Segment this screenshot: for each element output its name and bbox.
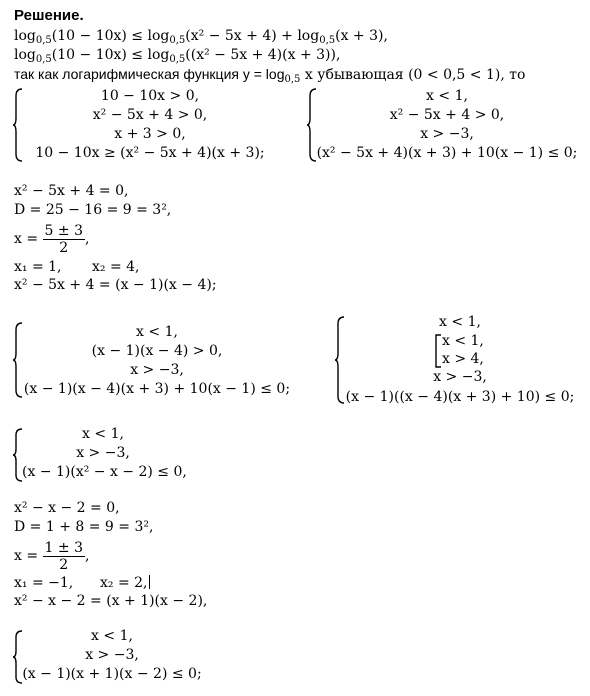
system-3-line-2: (x − 1)(x − 4) > 0, [91, 343, 223, 359]
inequality-line-2: $\log_{0,5}(10 - 10x) \le \log_{0,5}((x^2 - 5x + 4)(x + 3))$, [14, 47, 341, 65]
roots-formula-2-suffix: , [84, 548, 90, 564]
system-brace [12, 88, 24, 162]
system-5-line-1: x < 1, [82, 426, 124, 442]
roots-formula-2 [14, 539, 89, 573]
roots-formula-1-prefix: x = [14, 231, 39, 247]
root-x1-a: x₁ = 1, [14, 259, 62, 275]
system-4-line-3: x > −3, [433, 369, 487, 385]
system-6-line-2: x > −3, [85, 647, 139, 663]
system-4-line-4: (x − 1)((x − 4)(x + 3) + 10) ≤ 0; [345, 389, 575, 405]
root-x2-a: x₂ = 4, [92, 259, 140, 275]
system-6-line-1: x < 1, [91, 628, 133, 644]
factorization-1: x² − 5x + 4 = (x − 1)(x − 4); [14, 277, 217, 293]
system-1-line-1: 10 − 10x > 0, [100, 88, 200, 104]
inequality-line-1: $\log_{0,5}(10 - 10x) \le \log_{0,5}(x^2 - 5x + 4) + \log_{0,5}(x + 3)$, [14, 28, 388, 46]
system-2-line-4: (x² − 5x + 4)(x + 3) + 10(x − 1) ≤ 0; [316, 145, 578, 161]
text-cursor [149, 575, 150, 589]
system-3-line-4: (x − 1)(x − 4)(x + 3) + 10(x − 1) ≤ 0; [23, 381, 291, 397]
quadratic-equation-1: x² − 5x + 4 = 0, [14, 183, 129, 199]
system-2-line-3: x > −3, [420, 126, 474, 142]
system-1-line-4: 10 − 10x ≥ (x² − 5x + 4)(x + 3); [35, 145, 265, 161]
solution-heading: Решение. [14, 7, 84, 24]
system-2-line-2: x² − 5x + 4 > 0, [389, 107, 505, 123]
system-1-line-2: x² − 5x + 4 > 0, [92, 107, 208, 123]
union-bracket [434, 334, 442, 368]
root-x2-b: x₂ = 2, [100, 575, 148, 591]
discriminant-1: D = 25 − 16 = 9 = 3², [14, 202, 172, 218]
system-5-line-2: x > −3, [76, 445, 130, 461]
system-1-line-3: x + 3 > 0, [114, 126, 186, 142]
roots-fraction-1-den: 2 [59, 239, 69, 256]
roots-fraction-2-den: 2 [59, 556, 69, 573]
system-4-union-2: x > 4, [442, 351, 484, 367]
roots-formula-1 [14, 222, 89, 256]
note-sub: 0,5 [284, 74, 301, 85]
roots-fraction-2-num: 1 ± 3 [44, 539, 83, 556]
note-text-a: так как логарифмическая функция y = log [14, 66, 285, 82]
quadratic-equation-2: x² − x − 2 = 0, [14, 500, 120, 516]
roots-formula-2-prefix: x = [14, 548, 39, 564]
note-text-b: x убывающая (0 < 0,5 < 1), то [300, 67, 526, 83]
roots-fraction-1 [43, 223, 85, 256]
roots-fraction-2 [43, 540, 85, 573]
system-4-union-1: x < 1, [442, 333, 484, 349]
discriminant-2: D = 1 + 8 = 9 = 3², [14, 519, 154, 535]
root-x1-b: x₁ = −1, [14, 575, 74, 591]
system-3-line-3: x > −3, [130, 362, 184, 378]
system-5-line-3: (x − 1)(x² − x − 2) ≤ 0, [22, 464, 187, 480]
factorization-2: x² − x − 2 = (x + 1)(x − 2), [14, 593, 208, 609]
roots-formula-1-suffix: , [84, 231, 90, 247]
system-3-line-1: x < 1, [136, 324, 178, 340]
system-6-line-3: (x − 1)(x + 1)(x − 2) ≤ 0; [22, 666, 202, 682]
roots-fraction-1-num: 5 ± 3 [44, 222, 83, 239]
monotonic-note [14, 66, 525, 88]
root-x2-b-wrap [100, 575, 150, 591]
system-4-line-1: x < 1, [439, 314, 481, 330]
system-2-line-1: x < 1, [426, 88, 468, 104]
